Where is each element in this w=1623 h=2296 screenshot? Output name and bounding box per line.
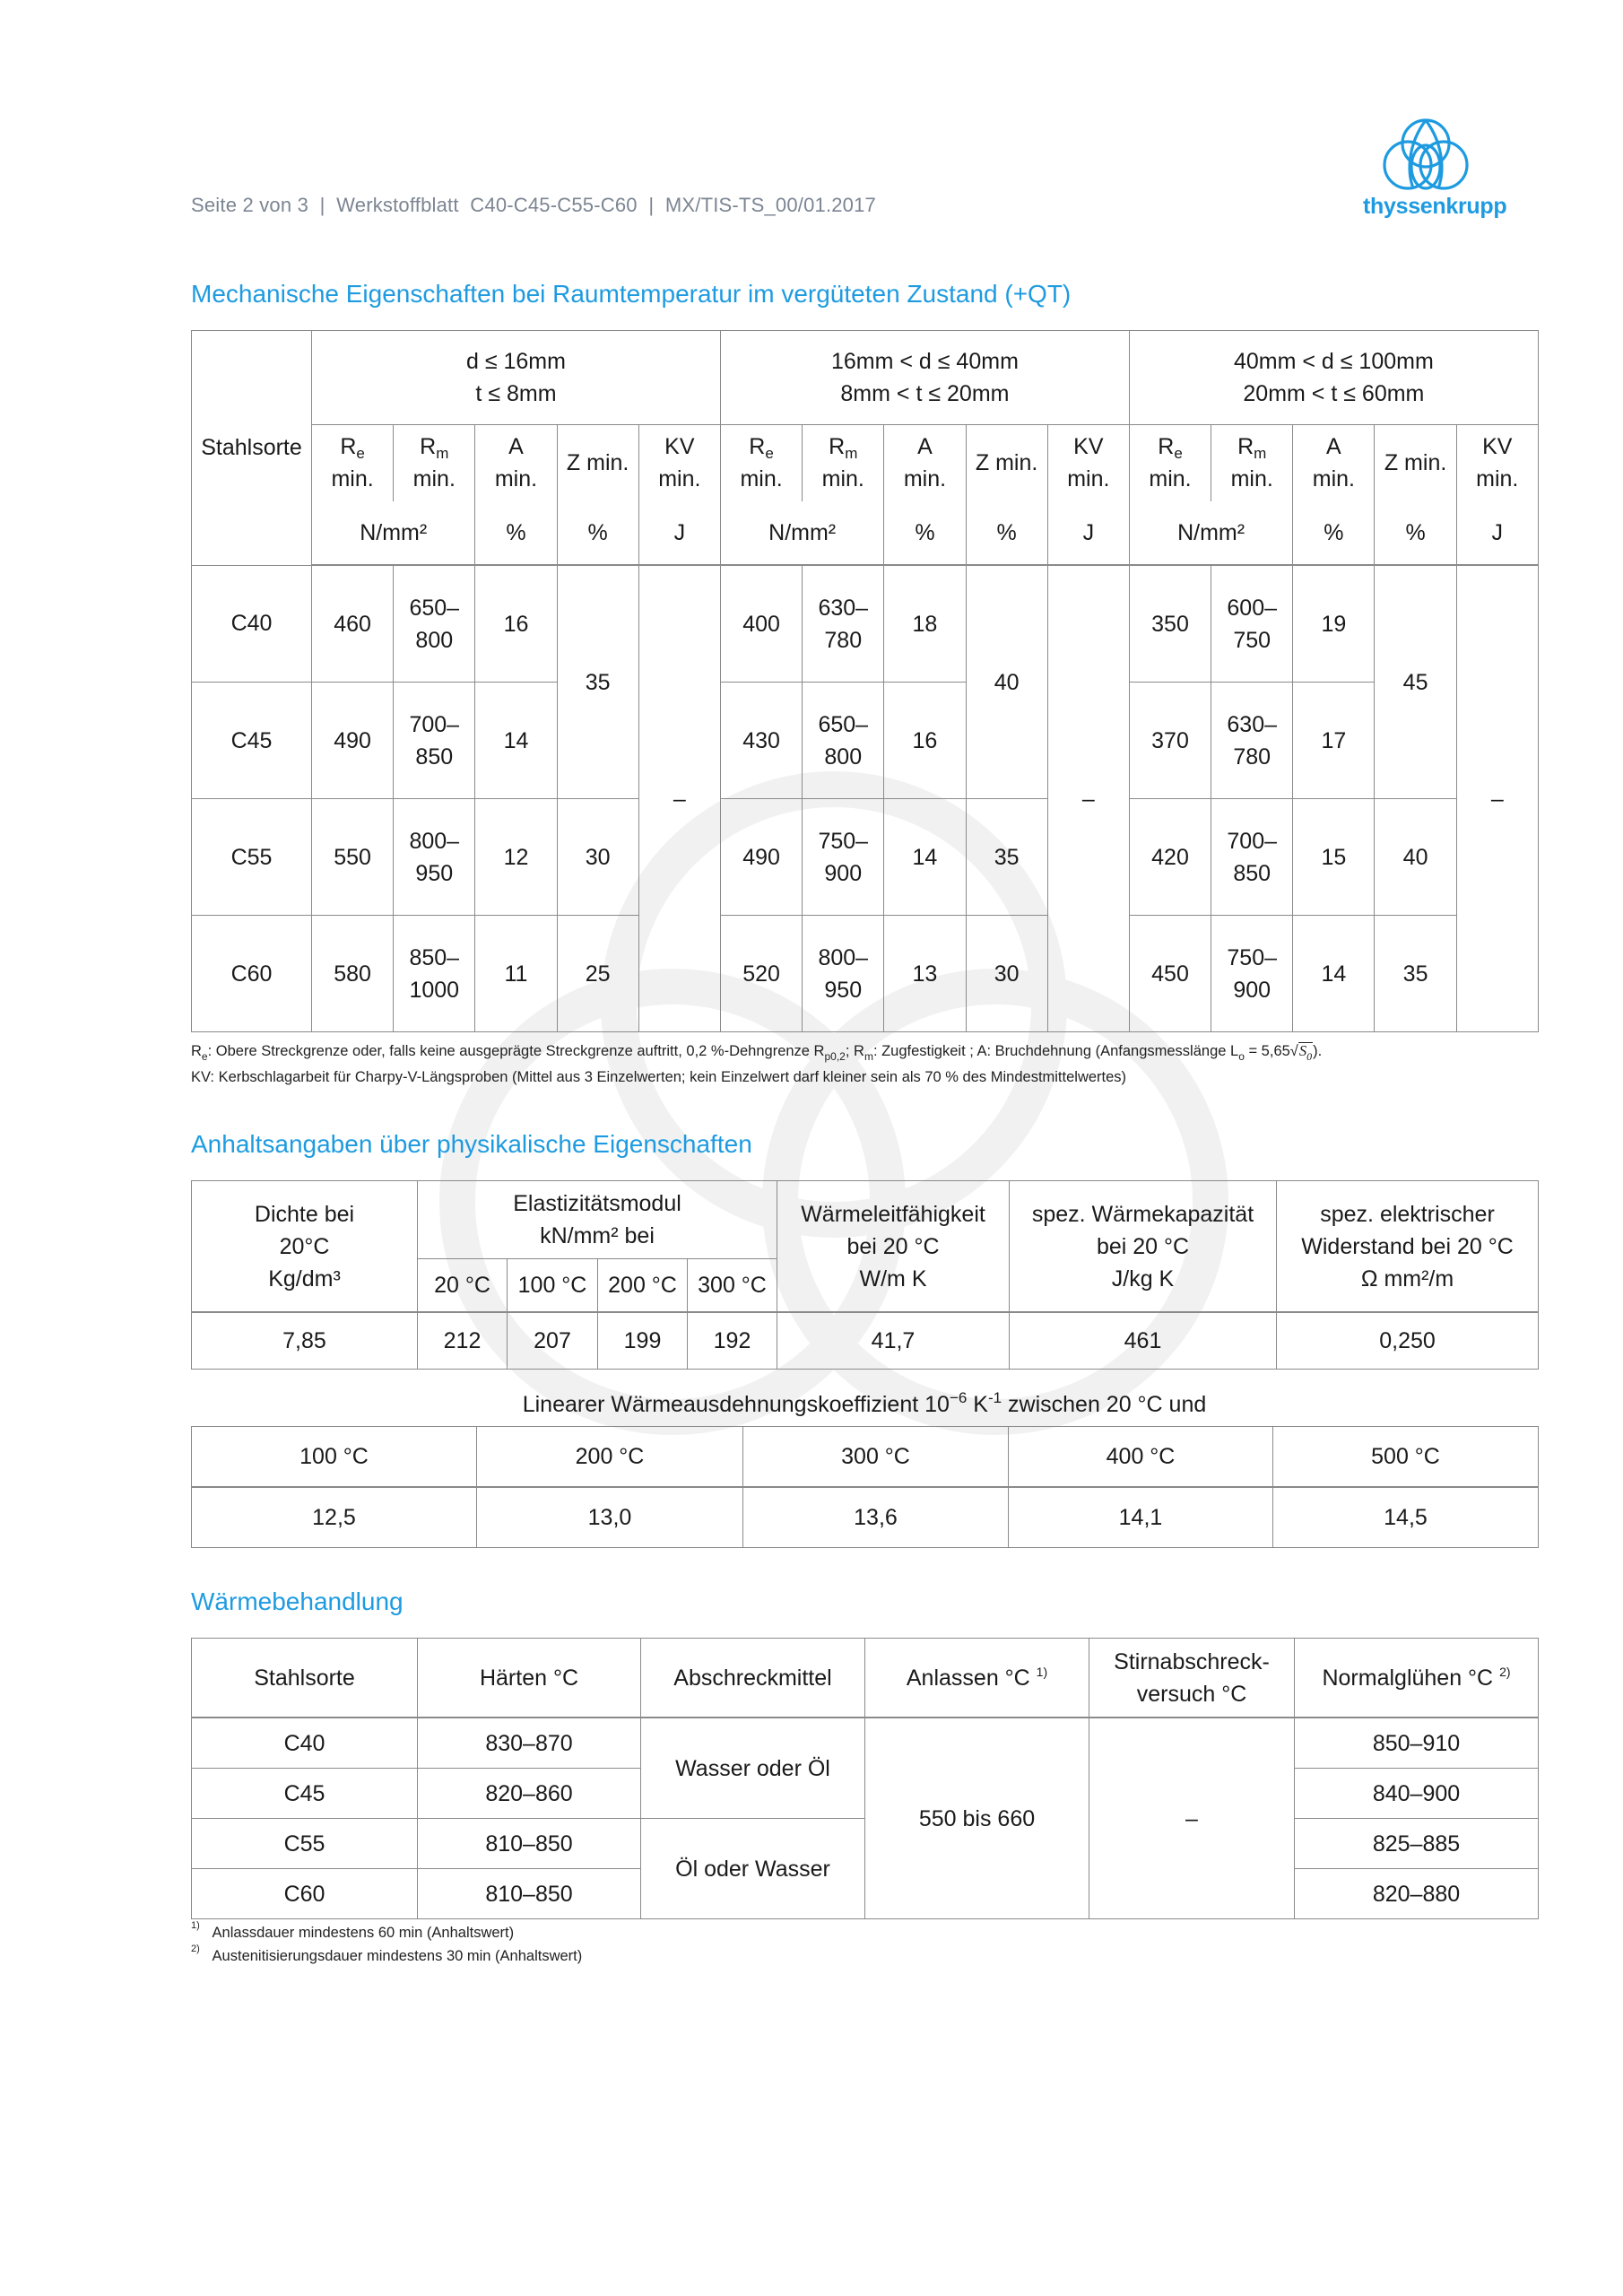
normalizing-cell: 850–910 xyxy=(1295,1718,1539,1769)
emodulus-value: 199 xyxy=(598,1312,688,1370)
re-cell: 490 xyxy=(312,683,394,799)
re-cell: 350 xyxy=(1129,565,1211,683)
a-cell: 13 xyxy=(884,916,966,1032)
expansion-temp: 500 °C xyxy=(1273,1427,1539,1488)
brand-name: thyssenkrupp xyxy=(1363,194,1507,219)
unit-nmm2: N/mm² xyxy=(720,501,883,566)
col-a: A min. xyxy=(1293,425,1375,501)
footnote-tempering: $^{1)}$ Anlassdauer mindestens 60 min (Anhaltswert) xyxy=(191,1920,515,1941)
footnote-re-rm-a: $R_e$: Obere Streckgrenze oder, falls keine ausgeprägte Streckgrenze auftritt, 0,2 %-Dehngrenze $R_{p0,2}$; $R_m$: Zugfestigkeit ; A: Bruchdehnung (Anfangsmesslänge $L_o = 5,65√S_0$). xyxy=(191,1042,1323,1063)
hardening-cell: 810–850 xyxy=(418,1819,641,1869)
col-z: Z min. xyxy=(966,425,1047,501)
z-cell: 30 xyxy=(966,916,1047,1032)
grade-cell: C55 xyxy=(192,1819,418,1869)
re-cell: 580 xyxy=(312,916,394,1032)
re-cell: 420 xyxy=(1129,799,1211,916)
grade-cell: C60 xyxy=(192,1869,418,1919)
unit-j: J xyxy=(638,501,720,566)
grade-cell: C40 xyxy=(192,1718,418,1769)
z-cell: 40 xyxy=(1375,799,1456,916)
rm-cell: 650– 800 xyxy=(394,565,475,683)
normalizing-cell: 825–885 xyxy=(1295,1819,1539,1869)
a-cell: 15 xyxy=(1293,799,1375,916)
rm-cell: 650– 800 xyxy=(803,683,884,799)
col-z: Z min. xyxy=(1375,425,1456,501)
thyssenkrupp-rings-icon xyxy=(1363,115,1488,194)
rm-cell: 600– 750 xyxy=(1211,565,1293,683)
expansion-value: 14,1 xyxy=(1009,1487,1273,1548)
unit-nmm2: N/mm² xyxy=(1129,501,1292,566)
kv-cell-merged: – xyxy=(638,565,720,1032)
re-cell: 370 xyxy=(1129,683,1211,799)
a-cell: 16 xyxy=(884,683,966,799)
a-cell: 11 xyxy=(475,916,557,1032)
density-value: 7,85 xyxy=(192,1312,418,1370)
a-cell: 14 xyxy=(1293,916,1375,1032)
col-kv: KV min. xyxy=(638,425,720,501)
col-z: Z min. xyxy=(557,425,638,501)
rm-cell: 700– 850 xyxy=(394,683,475,799)
expansion-temp: 100 °C xyxy=(192,1427,477,1488)
normalizing-cell: 820–880 xyxy=(1295,1869,1539,1919)
col-kv: KV min. xyxy=(1456,425,1538,501)
emodulus-temp: 20 °C xyxy=(418,1259,508,1313)
physical-properties-table xyxy=(191,1180,1539,1370)
kv-cell-merged: – xyxy=(1047,565,1129,1032)
emodulus-value: 212 xyxy=(418,1312,508,1370)
tempering-cell: 550 bis 660 xyxy=(865,1718,1089,1919)
header-emodulus: Elastizitätsmodul kN/mm² bei xyxy=(418,1181,777,1259)
rm-cell: 700– 850 xyxy=(1211,799,1293,916)
a-cell: 17 xyxy=(1293,683,1375,799)
table-row xyxy=(192,565,1539,683)
col-re: $R_e$ min. xyxy=(1129,425,1211,501)
rm-cell: 800– 950 xyxy=(394,799,475,916)
a-cell: 19 xyxy=(1293,565,1375,683)
mechanical-properties-table xyxy=(191,330,1539,1032)
grade-cell: C40 xyxy=(192,565,312,683)
header-heat-capacity: spez. Wärmekapazität bei 20 °C J/kg K xyxy=(1010,1181,1277,1313)
header-conductivity: Wärmeleitfähigkeit bei 20 °C W/m K xyxy=(777,1181,1010,1313)
table-row xyxy=(192,1718,1539,1769)
header-range-3: 40mm < d ≤ 100mm 20mm < t ≤ 60mm xyxy=(1129,331,1538,425)
expansion-value: 14,5 xyxy=(1273,1487,1539,1548)
re-cell: 460 xyxy=(312,565,394,683)
unit-pct: % xyxy=(966,501,1047,566)
table-row xyxy=(192,683,1539,799)
document-header: Seite 2 von 3 | Werkstoffblatt C40-C45-C55-C60 | MX/TIS-TS_00/01.2017 xyxy=(191,194,876,216)
re-cell: 400 xyxy=(720,565,802,683)
header-hardening: Härten °C xyxy=(418,1639,641,1718)
z-cell: 30 xyxy=(557,799,638,916)
header-range-2: 16mm < d ≤ 40mm 8mm < t ≤ 20mm xyxy=(720,331,1129,425)
expansion-value: 13,6 xyxy=(743,1487,1009,1548)
hardening-cell: 820–860 xyxy=(418,1769,641,1819)
quench-cell: Wasser oder Öl xyxy=(641,1718,865,1819)
rm-cell: 630– 780 xyxy=(1211,683,1293,799)
section-title-mechanical: Mechanische Eigenschaften bei Raumtemperatur im vergüteten Zustand (+QT) xyxy=(191,280,1072,308)
unit-pct: % xyxy=(884,501,966,566)
heat-treatment-table xyxy=(191,1638,1539,1919)
resistivity-value: 0,250 xyxy=(1277,1312,1539,1370)
col-a: A min. xyxy=(884,425,966,501)
header-stahlsorte: Stahlsorte xyxy=(192,331,312,566)
normalizing-cell: 840–900 xyxy=(1295,1769,1539,1819)
header-resistivity: spez. elektrischer Widerstand bei 20 °C Ω mm²/m xyxy=(1277,1181,1539,1313)
re-cell: 450 xyxy=(1129,916,1211,1032)
z-cell: 35 xyxy=(1375,916,1456,1032)
a-cell: 18 xyxy=(884,565,966,683)
grade-cell: C45 xyxy=(192,683,312,799)
re-cell: 490 xyxy=(720,799,802,916)
expansion-value: 12,5 xyxy=(192,1487,477,1548)
unit-pct: % xyxy=(475,501,557,566)
header-quench: Abschreckmittel xyxy=(641,1639,865,1718)
a-cell: 14 xyxy=(475,683,557,799)
rm-cell: 750– 900 xyxy=(1211,916,1293,1032)
unit-pct: % xyxy=(557,501,638,566)
re-cell: 430 xyxy=(720,683,802,799)
re-cell: 550 xyxy=(312,799,394,916)
heat-capacity-value: 461 xyxy=(1010,1312,1277,1370)
jominy-cell: – xyxy=(1089,1718,1295,1919)
col-rm: $R_m$ min. xyxy=(394,425,475,501)
rm-cell: 800– 950 xyxy=(803,916,884,1032)
hardening-cell: 810–850 xyxy=(418,1869,641,1919)
col-rm: $R_m$ min. xyxy=(1211,425,1293,501)
a-cell: 12 xyxy=(475,799,557,916)
table-row xyxy=(192,799,1539,916)
col-rm: $R_m$ min. xyxy=(803,425,884,501)
z-cell-merged: 35 xyxy=(557,565,638,799)
col-kv: KV min. xyxy=(1047,425,1129,501)
z-cell: 25 xyxy=(557,916,638,1032)
section-title-heat-treatment: Wärmebehandlung xyxy=(191,1587,404,1615)
z-cell-merged: 40 xyxy=(966,565,1047,799)
grade-cell: C45 xyxy=(192,1769,418,1819)
grade-cell: C55 xyxy=(192,799,312,916)
z-cell-merged: 45 xyxy=(1375,565,1456,799)
header-jominy: Stirnabschreck- versuch °C xyxy=(1089,1639,1295,1718)
rm-cell: 850– 1000 xyxy=(394,916,475,1032)
emodulus-value: 192 xyxy=(688,1312,777,1370)
unit-nmm2: N/mm² xyxy=(312,501,475,566)
emodulus-temp: 100 °C xyxy=(508,1259,598,1313)
brand-logo xyxy=(1363,115,1507,231)
col-re: $R_e$ min. xyxy=(312,425,394,501)
unit-j: J xyxy=(1047,501,1129,566)
emodulus-temp: 300 °C xyxy=(688,1259,777,1313)
hardening-cell: 830–870 xyxy=(418,1718,641,1769)
unit-pct: % xyxy=(1293,501,1375,566)
emodulus-value: 207 xyxy=(508,1312,598,1370)
expansion-temp: 200 °C xyxy=(477,1427,743,1488)
header-range-1: d ≤ 16mm t ≤ 8mm xyxy=(312,331,721,425)
re-cell: 520 xyxy=(720,916,802,1032)
table-row xyxy=(192,916,1539,1032)
thermal-expansion-table xyxy=(191,1426,1539,1548)
grade-cell: C60 xyxy=(192,916,312,1032)
kv-cell-merged: – xyxy=(1456,565,1538,1032)
footnote-kv: KV: Kerbschlagarbeit für Charpy-V-Längsproben (Mittel aus 3 Einzelwerten; kein Einzelwert darf kleiner sein als 70 % des Mindestmittelwertes) xyxy=(191,1069,1127,1085)
header-tempering: Anlassen °C $^{1)}$ xyxy=(865,1639,1089,1718)
a-cell: 14 xyxy=(884,799,966,916)
z-cell: 35 xyxy=(966,799,1047,916)
unit-pct: % xyxy=(1375,501,1456,566)
footnote-normalizing: $^{2)}$ Austenitisierungsdauer mindestens 30 min (Anhaltswert) xyxy=(191,1944,583,1964)
header-grade: Stahlsorte xyxy=(192,1639,418,1718)
unit-j: J xyxy=(1456,501,1538,566)
rm-cell: 750– 900 xyxy=(803,799,884,916)
conductivity-value: 41,7 xyxy=(777,1312,1010,1370)
quench-cell: Öl oder Wasser xyxy=(641,1819,865,1919)
col-a: A min. xyxy=(475,425,557,501)
rm-cell: 630– 780 xyxy=(803,565,884,683)
expansion-value: 13,0 xyxy=(477,1487,743,1548)
a-cell: 16 xyxy=(475,565,557,683)
expansion-caption: Linearer Wärmeausdehnungskoeffizient $10^{-6}$ $K^{-1}$ zwischen 20 °C und xyxy=(522,1389,1207,1417)
emodulus-temp: 200 °C xyxy=(598,1259,688,1313)
col-re: $R_e$ min. xyxy=(720,425,802,501)
section-title-physical: Anhaltsangaben über physikalische Eigenschaften xyxy=(191,1130,752,1158)
expansion-temp: 400 °C xyxy=(1009,1427,1273,1488)
header-density: Dichte bei 20°C Kg/dm³ xyxy=(192,1181,418,1313)
header-normalizing: Normalglühen °C $^{2)}$ xyxy=(1295,1639,1539,1718)
expansion-temp: 300 °C xyxy=(743,1427,1009,1488)
